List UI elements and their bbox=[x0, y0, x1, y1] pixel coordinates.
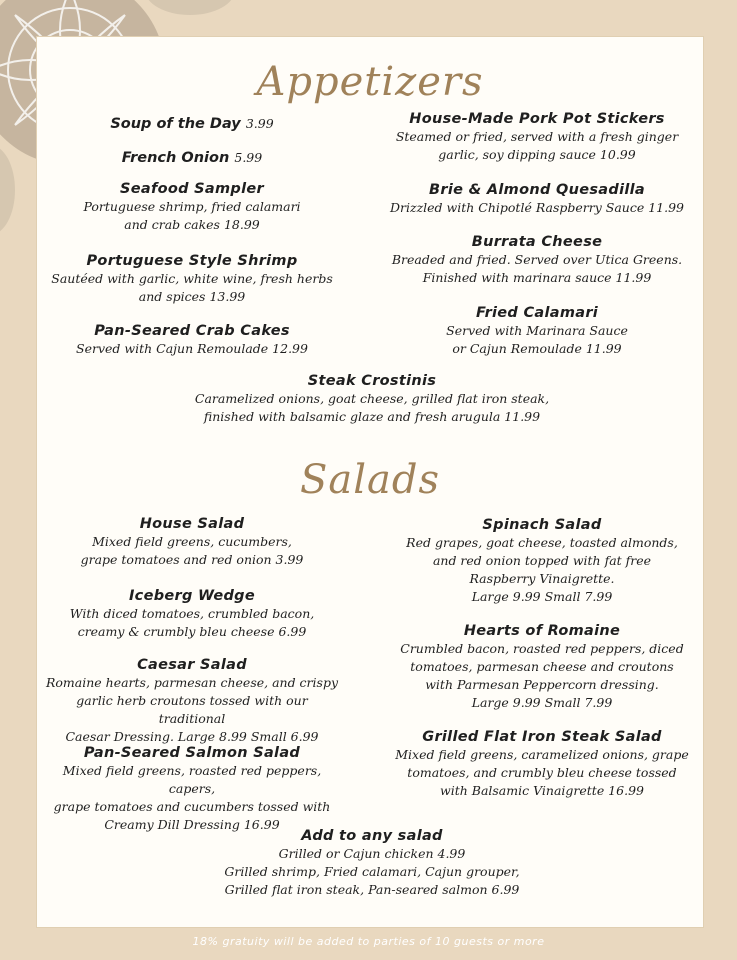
burrata-name: Burrata Cheese bbox=[471, 234, 603, 250]
menu-panel bbox=[36, 36, 704, 928]
seafood-sampler-desc: Portuguese shrimp, fried calamari and crab cakes 18.99 bbox=[83, 199, 301, 232]
spinach-salad-item bbox=[397, 517, 687, 606]
salmon-salad-name: Pan-Seared Salmon Salad bbox=[83, 745, 301, 761]
pot-stickers-item bbox=[387, 111, 687, 164]
salads-title: Salads bbox=[299, 457, 441, 503]
flat-iron-salad-item bbox=[387, 729, 697, 800]
iceberg-wedge-name: Iceberg Wedge bbox=[128, 588, 255, 604]
burrata-item bbox=[387, 234, 687, 287]
spinach-salad-desc: Red grapes, goat cheese, toasted almonds, and red onion topped with fat free Raspberry Vinaigrette. Large 9.99 Small 7.99 bbox=[406, 535, 678, 604]
portuguese-shrimp-name: Portuguese Style Shrimp bbox=[86, 253, 298, 269]
portuguese-shrimp-item bbox=[47, 253, 337, 306]
seafood-sampler-name: Seafood Sampler bbox=[120, 181, 264, 197]
spinach-salad-name: Spinach Salad bbox=[482, 517, 602, 533]
caesar-salad-name: Caesar Salad bbox=[137, 657, 247, 673]
house-salad-name: House Salad bbox=[139, 516, 245, 532]
calamari-name: Fried Calamari bbox=[475, 305, 599, 321]
caesar-salad-desc: Romaine hearts, parmesan cheese, and crispy garlic herb croutons tossed with our traditional Caesar Dressing. Large 8.99 Small 6.99 bbox=[45, 675, 339, 744]
burrata-desc: Breaded and fried. Served over Utica Greens. Finished with marinara sauce 11.99 bbox=[391, 252, 683, 285]
crab-cakes-name: Pan-Seared Crab Cakes bbox=[94, 323, 290, 339]
add-to-salad-desc: Grilled or Cajun chicken 4.99 Grilled shrimp, Fried calamari, Cajun grouper, Grilled flat iron steak, Pan-seared salmon 6.99 bbox=[224, 846, 520, 897]
calamari-desc: Served with Marinara Sauce or Cajun Remoulade 11.99 bbox=[446, 323, 628, 356]
iceberg-wedge-desc: With diced tomatoes, crumbled bacon, creamy & crumbly bleu cheese 6.99 bbox=[69, 606, 315, 639]
hearts-of-romaine-item bbox=[397, 623, 687, 712]
flat-iron-salad-desc: Mixed field greens, caramelized onions, grape tomatoes, and crumbly bleu cheese tossed with Balsamic Vinaigrette 16.99 bbox=[395, 747, 689, 798]
salmon-salad-item bbox=[42, 745, 342, 834]
iceberg-wedge-item bbox=[57, 588, 327, 641]
french-onion-price: 5.99 bbox=[234, 150, 263, 165]
seafood-sampler-item bbox=[57, 181, 327, 234]
french-onion-item bbox=[67, 147, 317, 166]
soup-price: 3.99 bbox=[245, 116, 274, 131]
quesadilla-item bbox=[387, 182, 687, 217]
add-to-salad-item bbox=[187, 828, 557, 899]
house-salad-desc: Mixed field greens, cucumbers, grape tomatoes and red onion 3.99 bbox=[80, 534, 304, 567]
pot-stickers-desc: Steamed or fried, served with a fresh ginger garlic, soy dipping sauce 10.99 bbox=[395, 129, 679, 162]
hearts-of-romaine-desc: Crumbled bacon, roasted red peppers, diced tomatoes, parmesan cheese and croutons with Parmesan Peppercorn dressing. Large 9.99 Small 7.99 bbox=[400, 641, 684, 710]
gratuity-note: 18% gratuity will be added to parties of 10 guests or more bbox=[192, 935, 545, 948]
steak-crostinis-item bbox=[157, 373, 587, 426]
soup-name: Soup of the Day bbox=[110, 116, 241, 132]
flat-iron-salad-name: Grilled Flat Iron Steak Salad bbox=[422, 729, 662, 745]
crab-cakes-desc: Served with Cajun Remoulade 12.99 bbox=[76, 341, 308, 356]
steak-crostinis-name: Steak Crostinis bbox=[307, 373, 437, 389]
steak-crostinis-desc: Caramelized onions, goat cheese, grilled flat iron steak, finished with balsamic glaze and fresh arugula 11.99 bbox=[194, 391, 550, 424]
add-to-salad-name: Add to any salad bbox=[301, 828, 443, 844]
house-salad-item bbox=[57, 516, 327, 569]
caesar-salad-item bbox=[42, 657, 342, 746]
pot-stickers-name: House-Made Pork Pot Stickers bbox=[409, 111, 665, 127]
quesadilla-desc: Drizzled with Chipotlé Raspberry Sauce 11.99 bbox=[390, 200, 684, 215]
crab-cakes-item bbox=[57, 323, 327, 358]
quesadilla-name: Brie & Almond Quesadilla bbox=[429, 182, 645, 198]
portuguese-shrimp-desc: Sautéed with garlic, white wine, fresh herbs and spices 13.99 bbox=[51, 271, 333, 304]
french-onion-name: French Onion bbox=[121, 150, 230, 166]
soup-item bbox=[67, 113, 317, 132]
salmon-salad-desc: Mixed field greens, roasted red peppers, capers, grape tomatoes and cucumbers tossed with Creamy Dill Dressing 16.99 bbox=[53, 763, 331, 832]
appetizers-title: Appetizers bbox=[256, 59, 484, 105]
hearts-of-romaine-name: Hearts of Romaine bbox=[463, 623, 621, 639]
calamari-item bbox=[387, 305, 687, 358]
